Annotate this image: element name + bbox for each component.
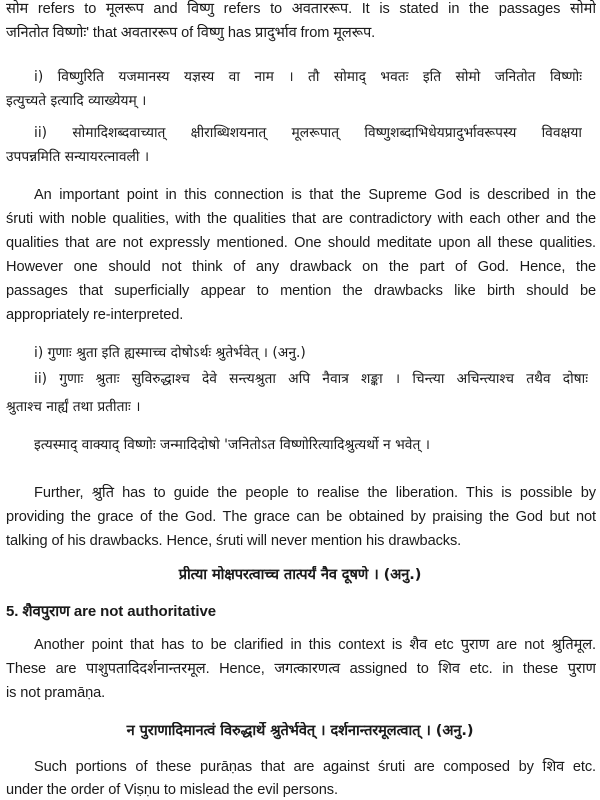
- text-line: appropriately re-interpreted.: [6, 307, 184, 323]
- sanskrit-line: i) गुणाः श्रुता इति ह्यस्माच्च दोषोऽर्थः श्रुतेर्भवेत् । (अनु.): [34, 345, 306, 361]
- text-line: qualities that are not expressly mentioned. One should meditate upon all these qualities.: [6, 235, 596, 251]
- text-line: Another point that has to be clarified in this context is शैव etc पुराण are not श्रुतिमूल.: [34, 637, 596, 653]
- sanskrit-line: इत्युच्यते इत्यादि व्याख्येयम् ।: [6, 93, 147, 109]
- text-line: talking of his drawbacks. Hence, śruti will never mention his drawbacks.: [6, 533, 462, 549]
- text-line: These are पाशुपतादिदर्शनान्तरमूल. Hence, जगत्कारणत्व assigned to शिव etc. in these पुराण: [6, 661, 596, 677]
- sanskrit-line: ii) सोमादिशब्दवाच्यात् क्षीराब्धिशयनात् मूलरूपात् विष्णुशब्दाभिधेयप्रादुर्भावरूपस्य विवक्षया: [34, 125, 582, 141]
- sanskrit-verse: प्रीत्या मोक्षपरत्वाच्च तात्पर्यं नैव दूषणे । (अनु.): [178, 566, 422, 583]
- text-line: Such portions of these purāṇas that are against śruti are composed by शिव etc.: [34, 759, 596, 775]
- text-line: under the order of Viṣṇu to mislead the evil persons.: [6, 782, 338, 798]
- text-line: passages that superficially appear to mention the drawbacks like birth should be: [6, 283, 596, 299]
- sanskrit-line: i) विष्णुरिति यजमानस्य यज्ञस्य वा नाम । तौ सोमाद् भवतः इति सोमो जनितोत विष्णोः: [34, 69, 582, 85]
- text-line: An important point in this connection is that the Supreme God is described in the: [34, 187, 596, 203]
- text-line: However one should not think of any drawback on the part of God. Hence, the: [6, 259, 596, 275]
- text-line: is not pramāṇa.: [6, 685, 106, 701]
- text-line: जनितोत विष्णोः' that अवताररूप of विष्णु has प्रादुर्भाव from मूलरूप.: [6, 25, 376, 41]
- sanskrit-line: इत्यस्माद् वाक्याद् विष्णोः जन्मादिदोषो 'जनितोऽत विष्णोरित्यादिश्रुत्यर्थो न भवेत् ।: [34, 437, 430, 453]
- sanskrit-line: उपपन्नमिति सन्यायरत्नावली ।: [6, 149, 150, 165]
- sanskrit-verse: न पुराणादिमानत्वं विरुद्धार्थे श्रुतेर्भवेत् । दर्शनान्तरमूलत्वात् । (अनु.): [126, 722, 474, 739]
- text-line: providing the grace of the God. The grace can be obtained by praising the God but not: [6, 509, 596, 525]
- text-line: śruti with noble qualities, with the qualities that are contradictory with each other and the: [6, 211, 596, 227]
- section-heading: 5. शैवपुराण are not authoritative: [6, 603, 216, 620]
- sanskrit-line: ii) गुणाः श्रुताः सुविरुद्धाश्च देवे सन्त्यश्रुता अपि नैवात्र शङ्का । चिन्त्या अचिन्त्याश्च तथैव दोषाः: [34, 371, 588, 387]
- text-line: Further, श्रुति has to guide the people to realise the liberation. This is possible by: [34, 485, 596, 501]
- text-line: सोम refers to मूलरूप and विष्णु refers to अवताररूप. It is stated in the passages सोमो: [6, 1, 596, 17]
- sanskrit-line: श्रुताश्च नार्ह्यं तथा प्रतीताः ।: [6, 399, 141, 415]
